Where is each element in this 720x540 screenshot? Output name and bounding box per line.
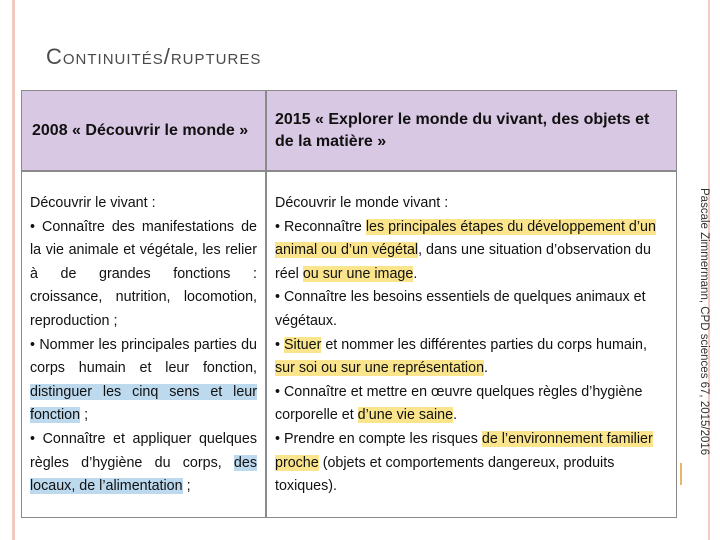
right-b5-highlight: de l’environnement familier proche — [275, 430, 653, 471]
right-b5-text: • Prendre en compte les risques — [275, 430, 478, 447]
right-intro: Découvrir le monde vivant : — [275, 195, 449, 211]
header-2015: 2015 « Explorer le monde du vivant, des objets et de la matière » — [266, 91, 676, 171]
right-b3-end: . — [484, 360, 488, 377]
table-body-row — [22, 171, 676, 517]
right-b3-highlight-1: Situer — [284, 336, 322, 353]
right-b1-end: . — [413, 265, 418, 282]
right-b1-highlight-2: ou sur une image — [302, 265, 414, 282]
right-b3-mid: et nommer les différentes parties du corps humain, — [325, 336, 647, 353]
right-b3-bullet: • — [275, 336, 281, 353]
right-b1-text: • Reconnaître — [275, 218, 362, 235]
left-b2-highlight: distinguer les cinq sens et leur fonction — [30, 383, 257, 424]
right-b5-end: (objets et comportements dangereux, produits toxiques). — [275, 454, 615, 495]
right-b4-end: . — [453, 407, 458, 424]
cell-2015-content — [266, 171, 676, 517]
left-bullet-3 — [30, 428, 257, 499]
cell-2008-content — [22, 171, 266, 517]
slide-title: Continuités/ruptures — [46, 44, 262, 69]
right-b1-mid: , dans une situation d’observation du réel — [275, 242, 651, 282]
right-bullet-1 — [275, 216, 668, 287]
left-decorative-rule — [12, 0, 15, 540]
author-side-note: Pascale Zimmermann, CPD sciences 67, 2015/2016 — [698, 188, 710, 456]
left-b3-highlight: des locaux, de l’alimentation — [30, 454, 257, 495]
left-b2-end: ; — [84, 407, 89, 424]
left-b3-end: ; — [186, 478, 191, 495]
left-bullet-2 — [30, 334, 257, 428]
left-b3-text: • Connaître et appliquer quelques règles d’hygiène du corps, — [30, 430, 257, 471]
right-bullet-4 — [275, 381, 668, 428]
right-bullet-2: • Connaître les besoins essentiels de quelques animaux et végétaux. — [275, 289, 646, 329]
left-intro: Découvrir le vivant : — [30, 195, 156, 211]
right-b3-highlight-2: sur soi ou sur une représentation — [275, 360, 485, 377]
left-b2-text: • Nommer les principales parties du corps humain et leur fonction, — [30, 336, 257, 377]
right-b1-highlight-1: les principales étapes du développement d’un animal ou d’un végétal — [275, 218, 656, 259]
table-header-row — [22, 91, 676, 171]
right-b4-highlight: d’une vie saine — [357, 407, 454, 424]
header-2008: 2008 « Découvrir le monde » — [22, 91, 266, 171]
left-bullet-1: • Connaître des manifestations de la vie animale et végétale, les relier à de grandes fonctions : croissance, nutrition, locomotion, reproduction ; — [30, 218, 257, 329]
right-b4-text: • Connaître et mettre en œuvre quelques règles d’hygiène corporelle et — [275, 383, 643, 424]
comparison-table — [21, 90, 677, 518]
right-bullet-5 — [275, 428, 668, 499]
right-bullet-3 — [275, 334, 668, 381]
